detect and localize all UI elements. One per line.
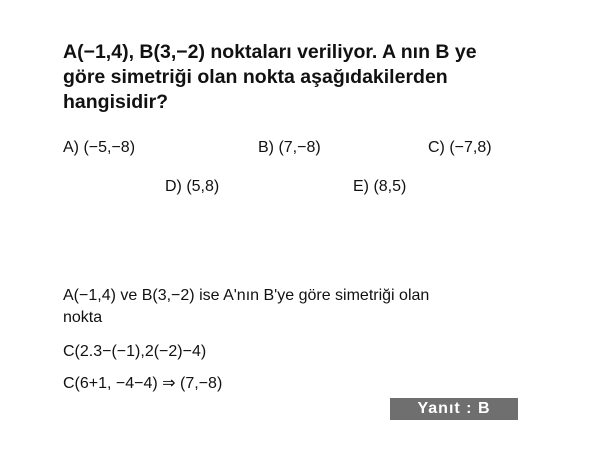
question-line-3: hangisidir?	[63, 91, 169, 113]
question-line-2: göre simetriği olan nokta aşağıdakilerden	[63, 66, 448, 88]
question-text	[63, 40, 525, 115]
answer-badge: Yanıt : B	[390, 398, 518, 420]
solution-line-1: A(−1,4) ve B(3,−2) ise A'nın B'ye göre simetriği olan	[63, 287, 430, 304]
question-line-1: A(−1,4), B(3,−2) noktaları veriliyor. A nın B ye	[63, 41, 477, 63]
choice-c[interactable]: C) (−7,8)	[428, 139, 492, 156]
solution-line-3: C(2.3−(−1),2(−2)−4)	[63, 343, 207, 360]
choice-b[interactable]: B) (7,−8)	[258, 139, 321, 156]
choice-a[interactable]: A) (−5,−8)	[63, 139, 136, 156]
choice-e[interactable]: E) (8,5)	[353, 178, 407, 195]
solution-line-4: C(6+1, −4−4) ⇒ (7,−8)	[63, 375, 223, 392]
choice-d[interactable]: D) (5,8)	[165, 178, 220, 195]
solution-line-2: nokta	[63, 309, 103, 326]
